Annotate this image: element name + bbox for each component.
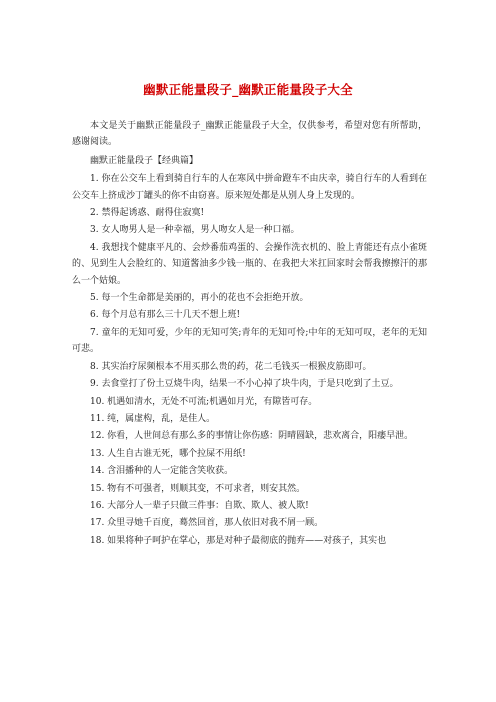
list-item-15: 15. 物有不可强者，则顺其变，不可求者，则安其然。 <box>90 483 306 494</box>
list-item-7: 7. 童年的无知可爱，少年的无知可笑;青年的无知可怜;中年的无知可叹，老年的无知可悲。 <box>72 327 427 355</box>
list-item-1: 1. 你在公交车上看到骑自行车的人在寒风中拼命蹬车不由庆幸，骑自行车的人看到在公交车上挤成沙丁罐头的你不由窃喜。原来短处都是从别人身上发现的。 <box>72 174 427 201</box>
list-item-13: 13. 人生自古谁无死，哪个拉屎不用纸! <box>90 448 246 459</box>
list-item-16: 16. 大部分人一辈子只做三件事：自欺、欺人、被人欺! <box>90 500 309 511</box>
list-item-18: 18. 如果将种子呵护在掌心，那是对种子最彻底的抛弃——对孩子，其实也 <box>90 535 387 546</box>
section-heading: 幽默正能量段子【经典篇】 <box>90 155 199 166</box>
list-item-8: 8. 其实治疗尿频根本不用买那么贵的药，花二毛钱买一根猴皮筋即可。 <box>90 361 372 372</box>
intro-paragraph: 本文是关于幽默正能量段子_幽默正能量段子大全，仅供参考，希望对您有所帮助，感谢阅读。 <box>72 121 427 148</box>
list-item-14: 14. 含泪播种的人一定能含笑收获。 <box>90 466 234 477</box>
document-title: 幽默正能量段子_幽默正能量段子大全 <box>143 82 353 97</box>
list-item-4: 4. 我想找个健康平凡的、会炒番茄鸡蛋的、会操作洗衣机的、脸上青能还有点小雀斑的、见到生人会脸红的、知道酱油多少钱一瓶的、在我把大米扛回家时会帮我擦擦汗的那么一个姑娘。 <box>72 242 427 286</box>
list-item-11: 11. 纯，属虚构，乱，是佳人。 <box>90 413 216 424</box>
list-item-10: 10. 机遇如清水，无处不可流;机遇如月光，有隙皆可存。 <box>90 396 318 407</box>
list-item-12: 12. 你看，人世间总有那么多的事情让你伤感：阴晴圆缺，悲欢离合，阳痿早泄。 <box>90 431 414 442</box>
list-item-9: 9. 去食堂打了份土豆烧牛肉，结果一不小心掉了块牛肉，于是只吃到了土豆。 <box>90 379 399 390</box>
list-item-3: 3. 女人吻男人是一种幸福，男人吻女人是一种口福。 <box>90 225 300 236</box>
list-item-2: 2. 禁得起诱惑、耐得住寂寞! <box>90 208 205 219</box>
list-item-5: 5. 每一个生命都是美丽的，再小的花也不会拒绝开放。 <box>90 293 309 304</box>
list-item-17: 17. 众里寻她千百度，蓦然回首，那人依旧对我不屑一顾。 <box>90 518 324 529</box>
list-item-6: 6. 每个月总有那么三十几天不想上班! <box>90 310 241 321</box>
document-body <box>72 118 427 550</box>
